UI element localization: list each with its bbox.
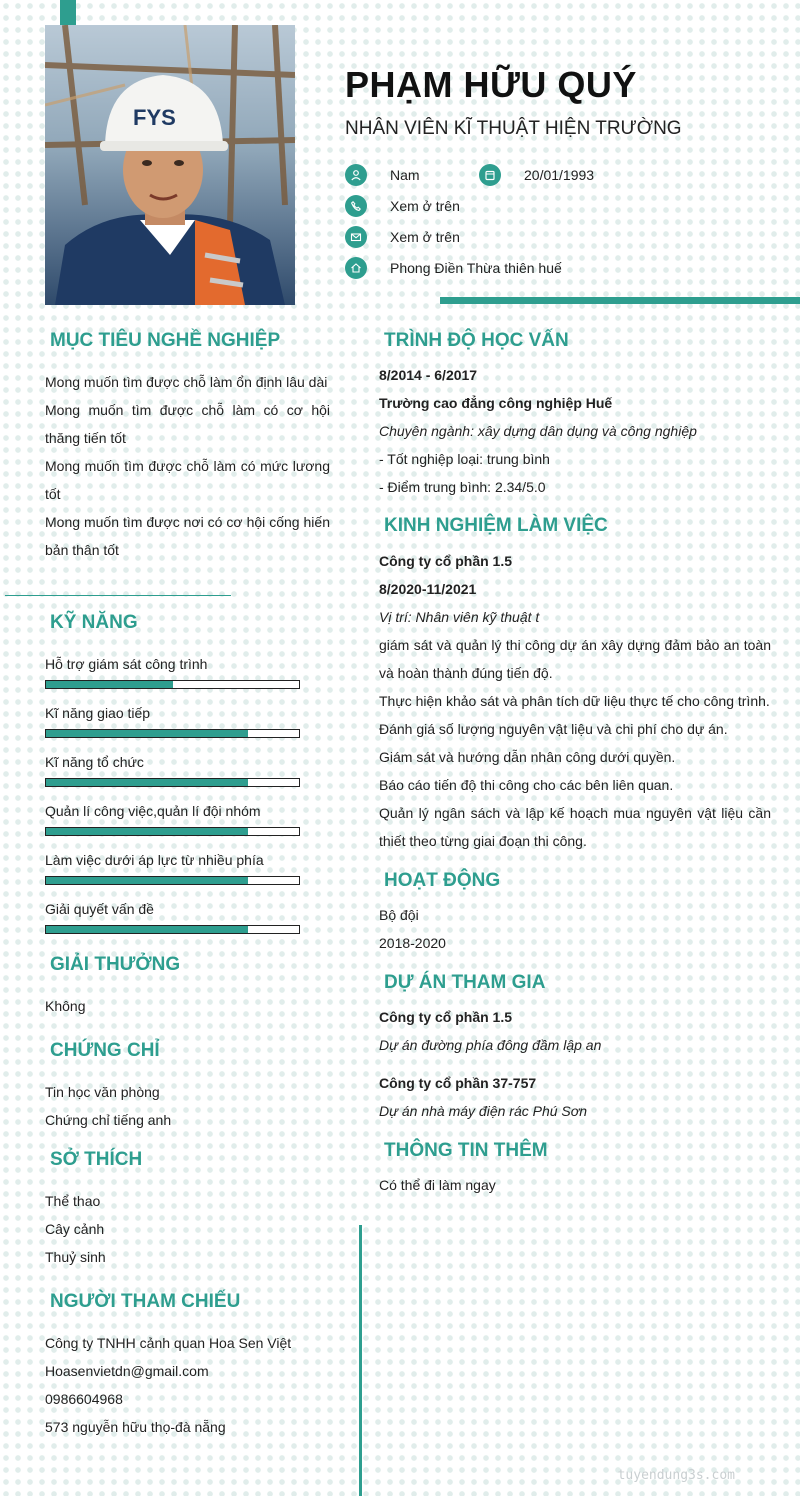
job-title: NHÂN VIÊN KĨ THUẬT HIỆN TRƯỜNG <box>345 118 682 139</box>
hobby-item: Cây cảnh <box>45 1221 105 1237</box>
skill-label: Kĩ năng tổ chức <box>45 754 144 770</box>
helmet-logo: FYS <box>133 105 176 130</box>
skill-label: Hỗ trợ giám sát công trình <box>45 656 208 672</box>
career-goal-text: Mong muốn tìm được chỗ làm ổn định lâu dài Mong muốn tìm được chỗ làm có cơ hội thăng tiến tốt Mong muốn tìm được chỗ làm có mức lương tốt Mong muốn tìm được nơi có cơ hội cống hiến bản thân tốt <box>45 374 330 558</box>
education-major: Chuyên ngành: xây dựng dân dụng và công nghiệp <box>379 423 697 439</box>
project-name: Dự án đường phía đông đầm lập an <box>379 1037 602 1053</box>
skill-bar-fill <box>46 730 248 737</box>
header-rule <box>440 297 800 304</box>
skill-label: Làm việc dưới áp lực từ nhiều phía <box>45 852 264 868</box>
skill-bar <box>45 778 300 787</box>
address-value: Phong Điền Thừa thiên huế <box>390 260 562 276</box>
gender-value: Nam <box>390 167 420 183</box>
skill-bar <box>45 680 300 689</box>
photo-illustration <box>45 25 295 305</box>
career-goal-title: MỤC TIÊU NGHỀ NGHIỆP <box>50 330 281 351</box>
education-detail: - Điểm trung bình: 2.34/5.0 <box>379 479 546 495</box>
certificates-title: CHỨNG CHỈ <box>50 1040 160 1061</box>
gender-row <box>345 164 420 186</box>
phone-value: Xem ở trên <box>390 198 460 214</box>
project-company: Công ty cổ phần 37-757 <box>379 1075 537 1091</box>
skill-bar-fill <box>46 681 173 688</box>
activity-name: Bộ đội <box>379 907 419 923</box>
skill-bar <box>45 827 300 836</box>
candidate-name: PHẠM HỮU QUÝ <box>345 64 637 105</box>
column-rule <box>359 1225 362 1496</box>
skill-bar <box>45 876 300 885</box>
dob-row <box>479 164 594 186</box>
dob-value: 20/01/1993 <box>524 167 595 183</box>
skill-bar-fill <box>46 926 248 933</box>
email-row <box>345 226 460 248</box>
skill-label: Quản lí công việc,quản lí đội nhóm <box>45 803 261 819</box>
experience-title: KINH NGHIỆM LÀM VIỆC <box>384 515 608 536</box>
education-period: 8/2014 - 6/2017 <box>379 367 478 383</box>
experience-company: Công ty cổ phần 1.5 <box>379 553 513 569</box>
projects-title: DỰ ÁN THAM GIA <box>384 972 546 993</box>
experience-description: giám sát và quản lý thi công dự án xây dựng đảm bảo an toàn và hoàn thành đúng tiến độ. Thực hiện khảo sát và phân tích dữ liệu thực tế cho công trình. Đánh giá số lượng nguyên vật liệu và chi phí cho dự án. Giám sát và hướng dẫn nhân công dưới quyền. Báo cáo tiến độ thi công cho các bên liên quan. Quản lý ngân sách và lập kế hoạch mua nguyên vật liệu cần thiết theo từng giai đoạn thi công. <box>379 637 771 849</box>
additional-info-text: Có thể đi làm ngay <box>379 1177 496 1193</box>
skill-bar <box>45 925 300 934</box>
activities-title: HOẠT ĐỘNG <box>384 870 501 891</box>
reference-item: 0986604968 <box>45 1391 123 1407</box>
skill-bar-fill <box>46 828 248 835</box>
certificate-item: Chứng chỉ tiếng anh <box>45 1112 172 1128</box>
skill-bar-fill <box>46 779 248 786</box>
reference-item: Công ty TNHH cảnh quan Hoa Sen Việt <box>45 1335 292 1351</box>
home-icon <box>345 257 367 279</box>
award-item: Không <box>45 998 86 1014</box>
hobby-item: Thuỷ sinh <box>45 1249 106 1265</box>
certificate-item: Tin học văn phòng <box>45 1084 160 1100</box>
skills-title: KỸ NĂNG <box>50 612 138 633</box>
reference-item: Hoasenvietdn@gmail.com <box>45 1363 209 1379</box>
left-divider <box>5 595 231 596</box>
experience-position: Vị trí: Nhân viên kỹ thuật t <box>379 609 540 625</box>
profile-photo <box>45 25 295 305</box>
education-detail: - Tốt nghiệp loại: trung bình <box>379 451 550 467</box>
skill-label: Giải quyết vấn đề <box>45 901 154 917</box>
skill-bar <box>45 729 300 738</box>
activity-period: 2018-2020 <box>379 935 446 951</box>
awards-title: GIẢI THƯỞNG <box>50 954 181 975</box>
skill-label: Kĩ năng giao tiếp <box>45 705 151 721</box>
calendar-icon <box>479 164 501 186</box>
project-name: Dự án nhà máy điện rác Phú Sơn <box>379 1103 588 1119</box>
experience-period: 8/2020-11/2021 <box>379 581 477 597</box>
person-icon <box>345 164 367 186</box>
envelope-icon <box>345 226 367 248</box>
address-row <box>345 257 562 279</box>
skill-bar-fill <box>46 877 248 884</box>
reference-item: 573 nguyễn hữu thọ-đà nẵng <box>45 1419 226 1435</box>
phone-row <box>345 195 460 217</box>
project-company: Công ty cổ phần 1.5 <box>379 1009 513 1025</box>
education-title: TRÌNH ĐỘ HỌC VẤN <box>384 330 569 351</box>
hobbies-title: SỞ THÍCH <box>50 1149 143 1170</box>
phone-icon <box>345 195 367 217</box>
email-value: Xem ở trên <box>390 229 460 245</box>
hobby-item: Thể thao <box>45 1193 101 1209</box>
references-title: NGƯỜI THAM CHIẾU <box>50 1291 241 1312</box>
additional-info-title: THÔNG TIN THÊM <box>384 1140 548 1161</box>
watermark: tuyendung3s.com <box>617 1468 735 1483</box>
education-school: Trường cao đẳng công nghiệp Huế <box>379 395 613 411</box>
